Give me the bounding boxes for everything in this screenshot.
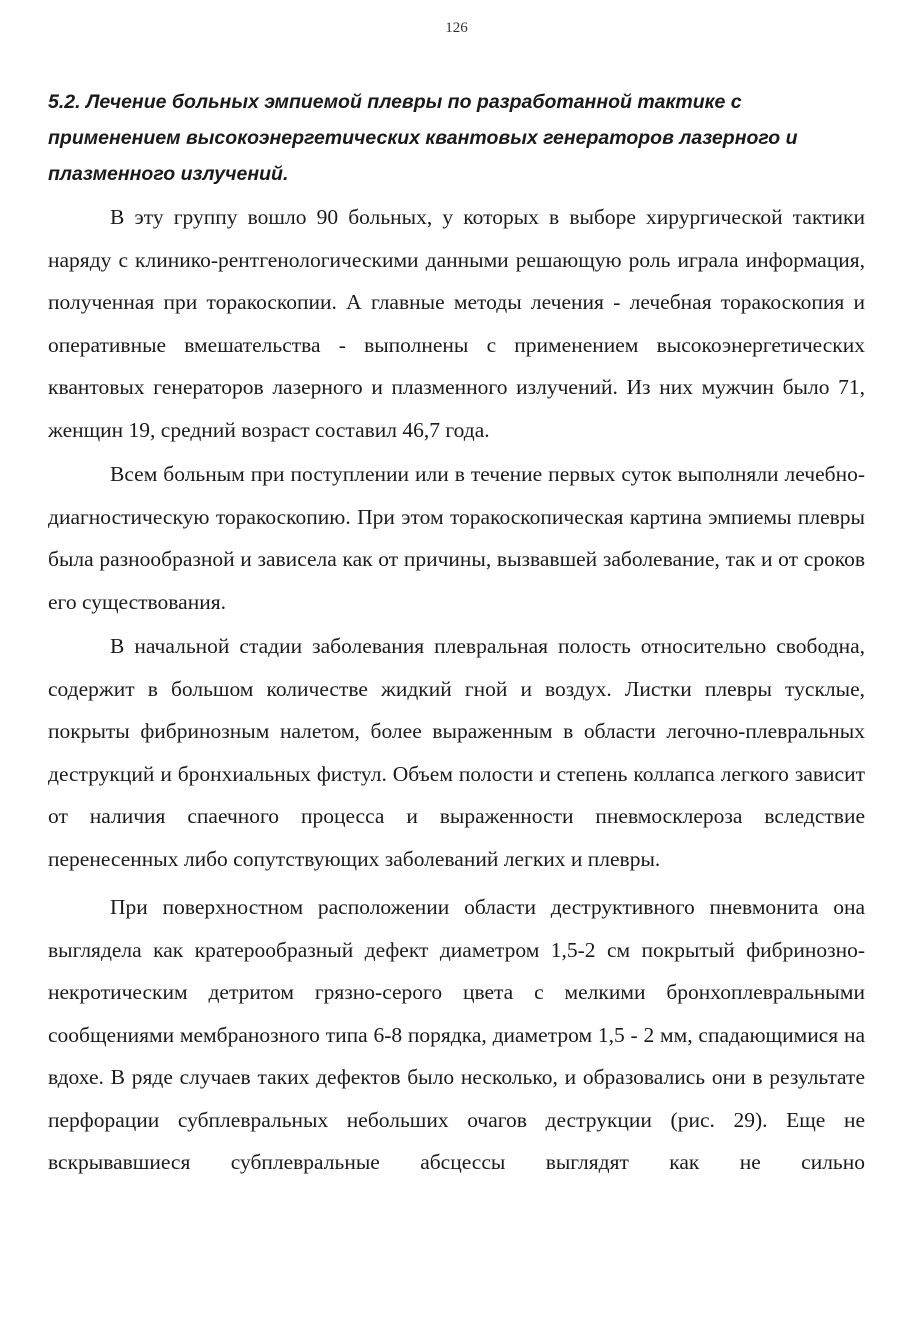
paragraph: В эту группу вошло 90 больных, у которых в выборе хирургической тактики наряду с клинико-рентгенологическими данными решающую роль играла информация, полученная при торакоскопии. А главные методы лечения - лечебная торакоскопия и оперативные вмешательства - выполнены с применением высокоэнергетических квантовых генераторов лазерного и плазменного излучений. Из них мужчин было 71, женщин 19, средний возраст составил 46,7 года.: [48, 205, 865, 442]
paragraph: При поверхностном расположении области деструктивного пневмонита она выглядела как кратерообразный дефект диаметром 1,5-2 см покрытый фибринозно-некротическим детритом грязно-серого цвета с мелкими бронхоплевральными сообщениями мембранозного типа 6-8 порядка, диаметром 1,5 - 2 мм, спадающимися на вдохе. В ряде случаев таких дефектов было несколько, и образовались они в результате перфорации субплевральных небольших очагов деструкции (рис. 29). Еще не вскрывавшиеся субплевральные абсцессы выглядят как не сильно: [48, 895, 865, 1174]
section-heading: 5.2. Лечение больных эмпиемой плевры по разработанной тактике с применением высокоэнергетических квантовых генераторов лазерного и плазменного излучений.: [48, 91, 798, 185]
page-number: 126: [445, 20, 468, 36]
paragraph: В начальной стадии заболевания плевральная полость относительно свободна, содержит в большом количестве жидкий гной и воздух. Листки плевры тусклые, покрыты фибринозным налетом, более выраженным в области легочно-плевральных деструкций и бронхиальных фистул. Объем полости и степень коллапса легкого зависит от наличия спаечного процесса и выраженности пневмосклероза вследствие перенесенных либо сопутствующих заболеваний легких и плевры.: [48, 634, 865, 871]
paragraph: Всем больным при поступлении или в течение первых суток выполняли лечебно-диагностическую торакоскопию. При этом торакоскопическая картина эмпиемы плевры была разнообразной и зависела как от причины, вызвавшей заболевание, так и от сроков его существования.: [48, 462, 865, 614]
body-text: [48, 196, 865, 1186]
